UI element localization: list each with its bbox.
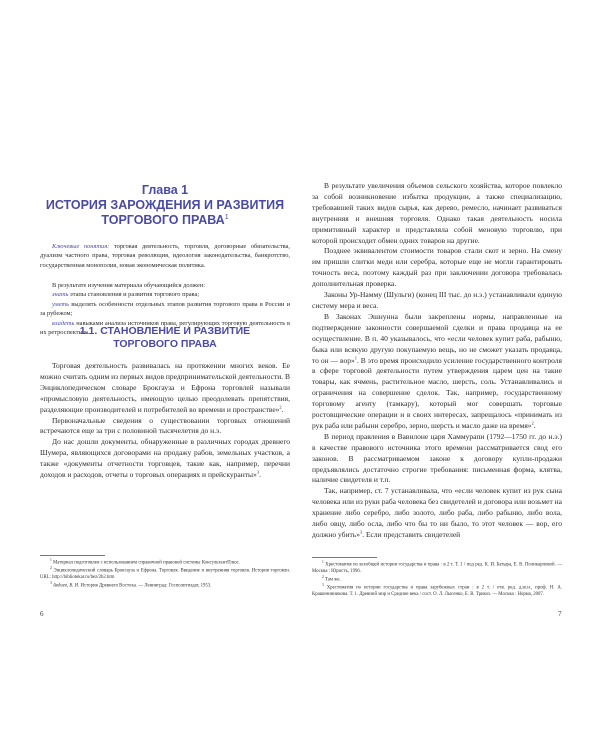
objective-know: знать этапы становления и развития торгового права; [52,291,200,299]
keywords-label: Ключевые понятия: [52,243,110,250]
right-footnotes [312,562,562,599]
page-number-right: 7 [558,610,562,618]
chapter-heading [40,183,290,228]
paragraph: Торговая деятельность развивалась на протяжении многих веков. Ее можно считать одним из первых видов предпринимательской деятельности. В Энциклопедическом словаре Брокгауза и Ефрона торговлей называли «промысловую деятельность, имеющую целью преодолевать препятствия, разделяющие производителей и потребителей во времени и пространстве»$^2$. [40,361,290,414]
paragraph: Первоначальные сведения о существовании торговых отношений встречаются еще за три с половиной тысячелетия до н.э. [40,415,290,436]
page-number-left: 6 [40,610,44,618]
objective-can: уметь выделять особенности отдельных этапов развития торгового права в России и за рубежом; [40,300,290,318]
keywords-text: торговая деятельность, торговля, договорные обязательства, дуализм частного права, торговая революция, идеология законодательства, банкротство, государственная монополия, новая экономическая политика. [40,243,290,269]
key-concepts [40,242,290,270]
objectives-intro: В результате изучения материала обучающийся должен: [52,282,206,289]
footnote: $^3$ Хрестоматия по истории государства и права зарубежных стран : в 2 т. / отв. ред. д.ю.н., проф. Н. А. Крашенинникова. Т. 1. Древний мир и Средние века / сост. О. Л. Лысенко, Е. В. Трикоз. — Москва : Норма, 2007. [312,582,562,597]
paragraph: В результате увеличения объемов сельского хозяйства, которое повлекло за собой возникновение избытка продукции, а также специализацию, требовавшей таких видов сырья, как дерево, ремесло, начинает развиваться внутренняя и внешняя торговля. Однако такая деятельность носила примитивный характер и представляла собой меновую торговлю, при которой происходит обмен одних товаров на другие. [312,181,562,245]
paragraph: В период правления в Вавилоне царя Хаммурапи (1792—1750 гг. до н.э.) в качестве правового источника этого времени рассматривается свод его законов. В рассматриваемом законе к договору купли-продажи предъявлялись достаточно строгие требования: письменная форма, клятва, наличие свидетеля и т.п. [312,431,562,485]
section-heading [40,325,290,351]
paragraph: До нас дошли документы, обнаруженные в различных городах древнего Шумера, являющихся договорами на продажу рабов, земельных участков, а также «документы отчетности торговцев, такие как, например, перечни доходов и расходов, отчеты о торговых операциях и прейскуранты»$^3$. [40,437,290,480]
footnote-separator [312,557,377,558]
footnote: $^2$ Там же. [322,574,341,583]
left-body-text [40,361,290,481]
objective-master: владеть навыками анализа источников права, регулирующих торговую деятельность в их ретроспективе. [40,319,290,337]
footnote-separator [40,555,105,556]
footnote: $^1$ Хрестоматия по всеобщей истории государства и права : в 2 т. Т. 1 / под ред. К. И. Батыра, Е. В. Поликарповой. — Москва : Юристъ, 1996. [312,560,562,574]
right-body-text [312,181,562,541]
right-page [300,0,600,750]
footnote: $^2$ Энциклопедический словарь Брокгауза и Ефрона. Торговля. Введение и внутренняя торговля. История торговли. URL: http://bibliotekar.ru/bez/2b2.htm [40,566,290,581]
paragraph: Законы Ур-Намму (Шульги) (конец III тыс. до н.э.) устанавливали единую систему мера и веса. [312,290,562,310]
footnote: $^3$ Авдиев, В. И. История Древнего Востока. — Ленинград: Госполитиздат, 1953. [50,580,212,589]
left-footnotes [40,560,290,591]
chapter-footnote-mark: 1 [224,213,229,221]
paragraph: Позднее эквивалентом стоимости товаров стали скот и зерно. На смену им пришли слитки меди или серебра, которые еще не могли гарантировать точность веса, поэтому каждый раз при заключении договора требовалась дополнительная проверка. [312,246,562,289]
section-title-line2: ТОРГОВОГО ПРАВА [113,338,217,350]
chapter-title-line1: ИСТОРИЯ ЗАРОЖДЕНИЯ И РАЗВИТИЯ [45,198,285,212]
section-title-line1: 1.1. СТАНОВЛЕНИЕ И РАЗВИТИЕ [79,325,251,337]
chapter-number: Глава 1 [141,183,189,197]
footnote: $^1$ Материал подготовлен с использованием справочной правовой системы КонсультантПлюс. [50,558,240,566]
paragraph: В Законах Эшнунна были закреплены нормы, направленные на подтверждение законности совершаемой сделки и права продавца на ее осуществление. В п. 40 указывалось, что «если человек купит раба, рабыню, быка или всякую другую покупаемую вещь, но не сможет указать продавца, то он — вор»$^1$. В это время происходило усиление государственного контроля в сфере торговой деятельности путем утверждения царем цен на такие товары, как ячмень, растительное масло, шерсть, соль. Устанавливались и ограничения на совершение сделок. Так, например, государственному торговому агенту (тамкару), который мог совершать торговые ростовщические операции и в своих интересах, запрещалось «принимать из рук раба или рабыни серебро, зерно, шерсть и масло даже на время»$^2$. [312,311,562,430]
chapter-title-line2: ТОРГОВОГО ПРАВА$^1$ [101,213,229,227]
paragraph: Так, например, ст. 7 устанавливала, что «если человек купит из рук сына человека или из руки раба человека без свидетелей и договора или возьмет на хранение либо серебро, либо золото, либо раба, либо рабыню, либо вола, либо овцу, либо осла, либо что бы то ни было, то этот человек — вор, его должно убить»$^3$. Если представить свидетелей [312,486,562,539]
